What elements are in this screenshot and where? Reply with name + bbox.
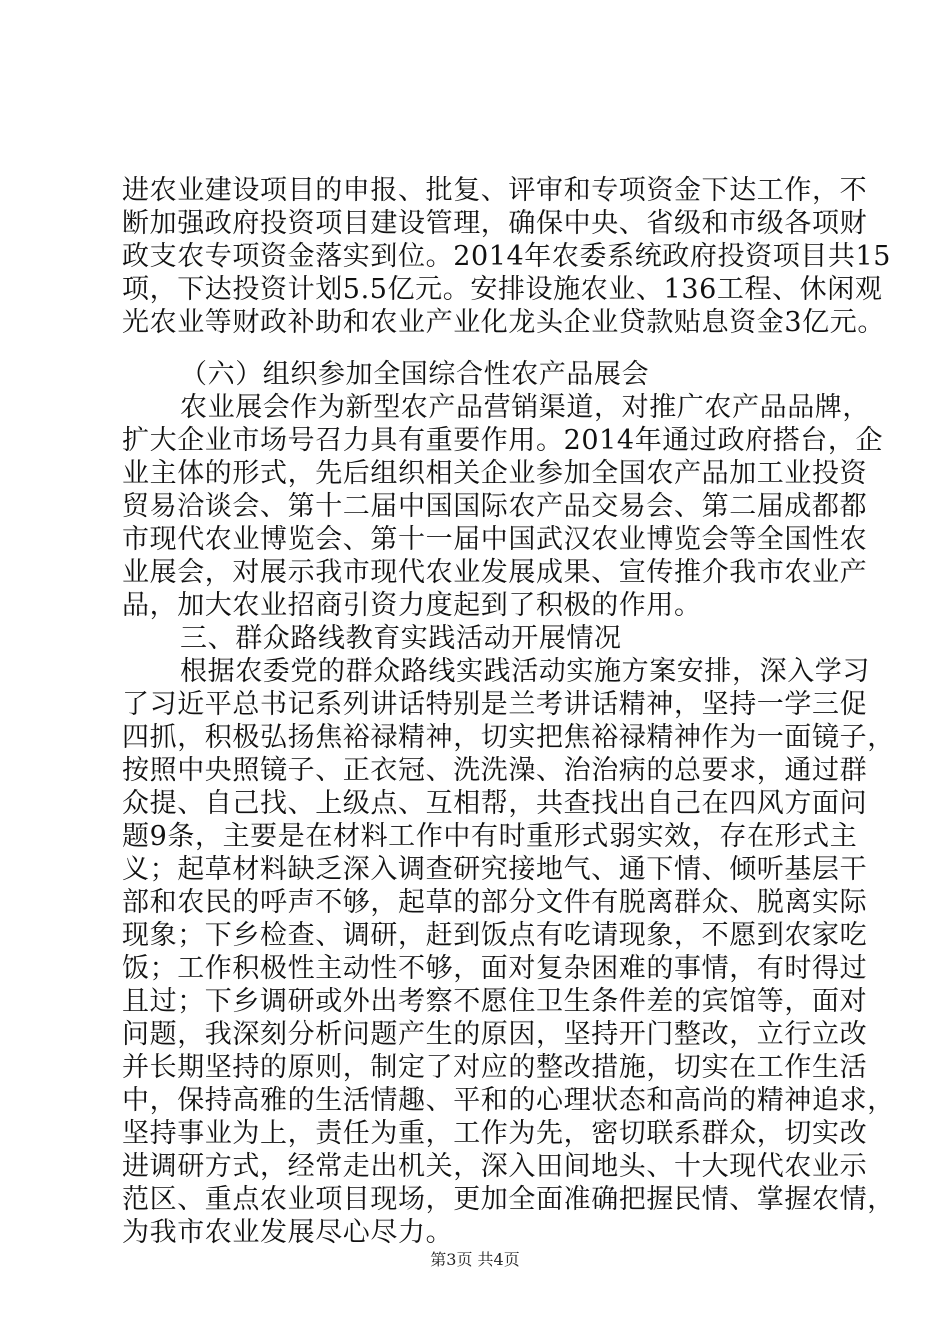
section-heading: 三、群众路线教育实践活动开展情况: [180, 623, 622, 654]
text-line: 光农业等财政补助和农业产业化龙头企业贷款贴息资金3亿元。: [122, 307, 885, 338]
text-line: 市现代农业博览会、第十一届中国武汉农业博览会等全国性农: [122, 524, 868, 555]
text-line: 断加强政府投资项目建设管理，确保中央、省级和市级各项财: [122, 208, 868, 239]
text-line: 业展会，对展示我市现代农业发展成果、宣传推介我市农业产: [122, 557, 868, 588]
text-line: 品，加大农业招商引资力度起到了积极的作用。: [122, 590, 702, 621]
text-line: 进农业建设项目的申报、批复、评审和专项资金下达工作，不: [122, 175, 868, 206]
text-line: 按照中央照镜子、正衣冠、洗洗澡、治治病的总要求，通过群: [122, 755, 868, 786]
text-line: 部和农民的呼声不够，起草的部分文件有脱离群众、脱离实际: [122, 887, 868, 918]
text-line: 众提、自己找、上级点、互相帮，共查找出自己在四风方面问: [122, 788, 868, 819]
text-line: 范区、重点农业项目现场，更加全面准确把握民情、掌握农情，: [122, 1184, 895, 1215]
text-line: 贸易洽谈会、第十二届中国国际农产品交易会、第二届成都都: [122, 491, 868, 522]
text-line: 四抓，积极弘扬焦裕禄精神，切实把焦裕禄精神作为一面镜子，: [122, 722, 895, 753]
section-heading: （六）组织参加全国综合性农产品展会: [180, 359, 650, 390]
text-line: 扩大企业市场号召力具有重要作用。2014年通过政府搭台，企: [122, 425, 884, 456]
text-line: 义；起草材料缺乏深入调查研究接地气、通下情、倾听基层干: [122, 854, 868, 885]
text-line: 农业展会作为新型农产品营销渠道，对推广农产品品牌，: [180, 392, 870, 423]
text-line: 为我市农业发展尽心尽力。: [122, 1217, 454, 1248]
text-line: 饭；工作积极性主动性不够，面对复杂困难的事情，有时得过: [122, 953, 868, 984]
text-line: 题9条，主要是在材料工作中有时重形式弱实效，存在形式主: [122, 821, 858, 852]
text-line: 业主体的形式，先后组织相关企业参加全国农产品加工业投资: [122, 458, 868, 489]
text-line: 项，下达投资计划5.5亿元。安排设施农业、136工程、休闲观: [122, 274, 883, 305]
text-line: 现象；下乡检查、调研，赶到饭点有吃请现象，不愿到农家吃: [122, 920, 868, 951]
text-line: 坚持事业为上，责任为重，工作为先，密切联系群众，切实改: [122, 1118, 868, 1149]
text-line: 了习近平总书记系列讲话特别是兰考讲话精神，坚持一学三促: [122, 689, 868, 720]
text-line: 进调研方式，经常走出机关，深入田间地头、十大现代农业示: [122, 1151, 868, 1182]
text-line: 并长期坚持的原则，制定了对应的整改措施，切实在工作生活: [122, 1052, 868, 1083]
text-line: 根据农委党的群众路线实践活动实施方案安排，深入学习: [180, 656, 870, 687]
text-line: 政支农专项资金落实到位。2014年农委系统政府投资项目共15: [122, 241, 892, 272]
text-line: 中，保持高雅的生活情趣、平和的心理状态和高尚的精神追求，: [122, 1085, 895, 1116]
text-line: 且过；下乡调研或外出考察不愿住卫生条件差的宾馆等，面对: [122, 986, 868, 1017]
page-number: 第3页 共4页: [430, 1250, 520, 1269]
text-line: 问题，我深刻分析问题产生的原因，坚持开门整改，立行立改: [122, 1019, 868, 1050]
